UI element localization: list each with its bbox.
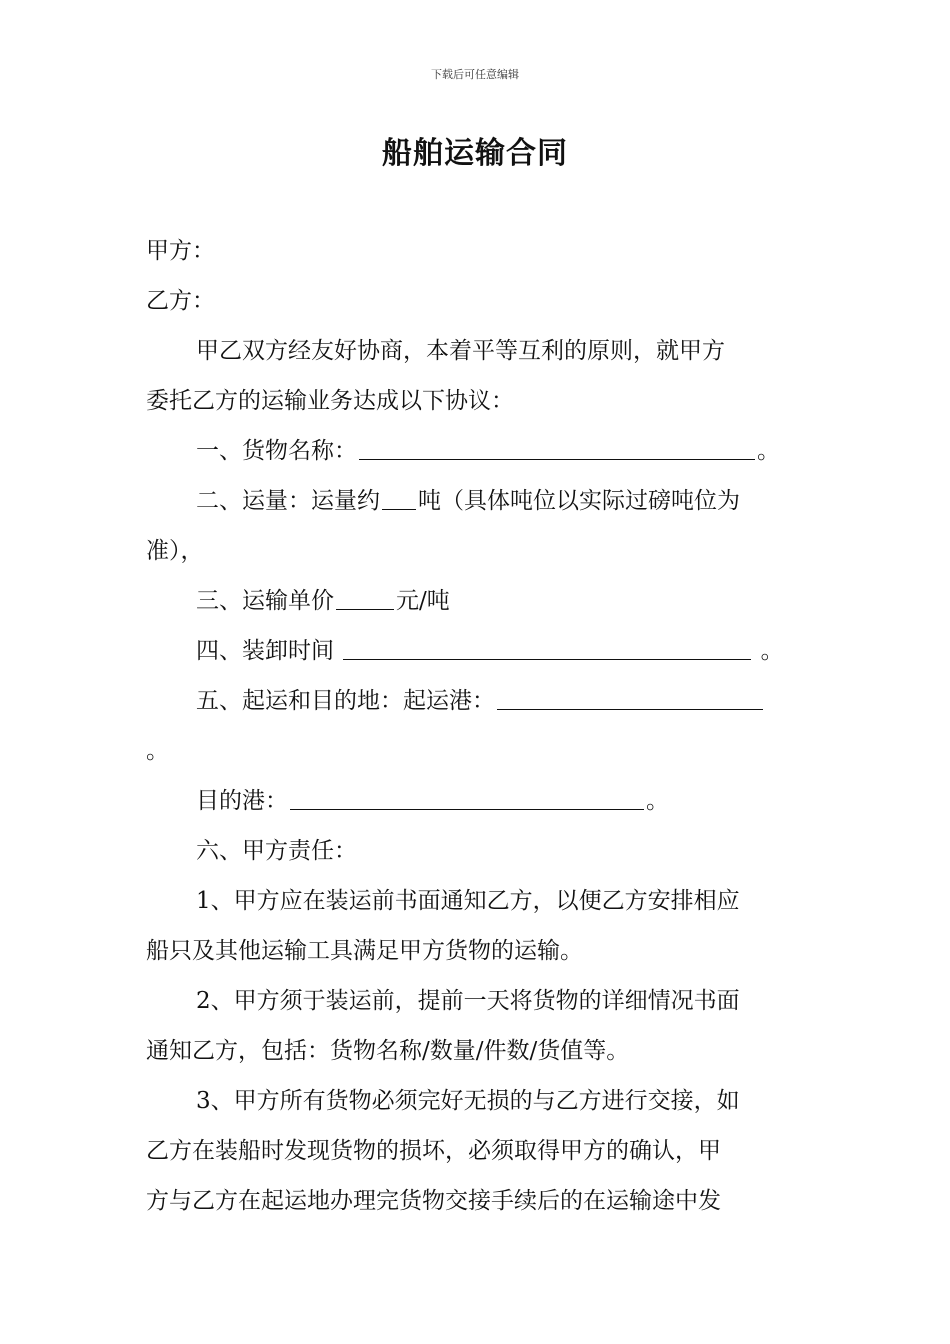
clause-origin: [146, 676, 806, 726]
item-3-line-3: 方与乙方在起运地办理完货物交接手续后的在运输途中发: [146, 1188, 721, 1214]
item-2-line-1: 2、甲方须于装运前，提前一天将货物的详细情况书面: [196, 988, 740, 1014]
unit-price-blank[interactable]: [336, 589, 394, 610]
loading-time-blank[interactable]: [343, 639, 751, 660]
clause-volume-label: 二、运量：运量约: [196, 488, 380, 514]
header-note: 下载后可任意编辑: [431, 68, 519, 81]
clause-loading-time: [146, 626, 806, 676]
clause-unit-price-after: 元/吨: [396, 588, 450, 614]
clause-destination: [146, 776, 806, 826]
clause-loading-time-label: 四、装卸时间: [196, 638, 334, 664]
clause-goods-name-end: 。: [757, 438, 780, 464]
item-1-line-2: 船只及其他运输工具满足甲方货物的运输。: [146, 938, 583, 964]
clause-volume-cont: 准），: [146, 538, 204, 564]
clause-loading-time-end: 。: [760, 638, 784, 664]
document-title: 船舶运输合同: [382, 136, 568, 171]
party-a-line: 甲方：: [146, 238, 215, 264]
clause-origin-label: 五、起运和目的地：起运港：: [196, 688, 495, 714]
origin-port-blank[interactable]: [497, 689, 763, 710]
clause-goods-name: [146, 426, 806, 476]
party-b-line: 乙方：: [146, 288, 215, 314]
item-3-line-2: 乙方在装船时发现货物的损坏，必须取得甲方的确认，甲: [146, 1138, 721, 1164]
item-3-line-1: 3、甲方所有货物必须完好无损的与乙方进行交接，如: [196, 1088, 740, 1114]
destination-port-blank[interactable]: [290, 789, 644, 810]
clause-volume-after: 吨（具体吨位以实际过磅吨位为: [418, 488, 740, 514]
intro-line-1: 甲乙双方经友好协商，本着平等互利的原则，就甲方: [196, 338, 725, 364]
goods-name-blank[interactable]: [359, 439, 755, 460]
volume-blank[interactable]: [382, 489, 416, 510]
clause-destination-end: 。: [646, 788, 669, 814]
contract-body: [146, 226, 806, 1226]
clause-origin-end: 。: [146, 738, 169, 764]
clause-volume: [146, 476, 806, 526]
clause-unit-price: [146, 576, 806, 626]
clause-goods-name-label: 一、货物名称：: [196, 438, 357, 464]
clause-destination-label: 目的港：: [196, 788, 288, 814]
clause-unit-price-label: 三、运输单价: [196, 588, 334, 614]
clause-party-a-duties: 六、甲方责任：: [196, 838, 357, 864]
item-2-line-2: 通知乙方，包括：货物名称/数量/件数/货值等。: [146, 1038, 630, 1064]
item-1-line-1: 1、甲方应在装运前书面通知乙方，以便乙方安排相应: [196, 888, 740, 914]
intro-line-2: 委托乙方的运输业务达成以下协议：: [146, 388, 514, 414]
